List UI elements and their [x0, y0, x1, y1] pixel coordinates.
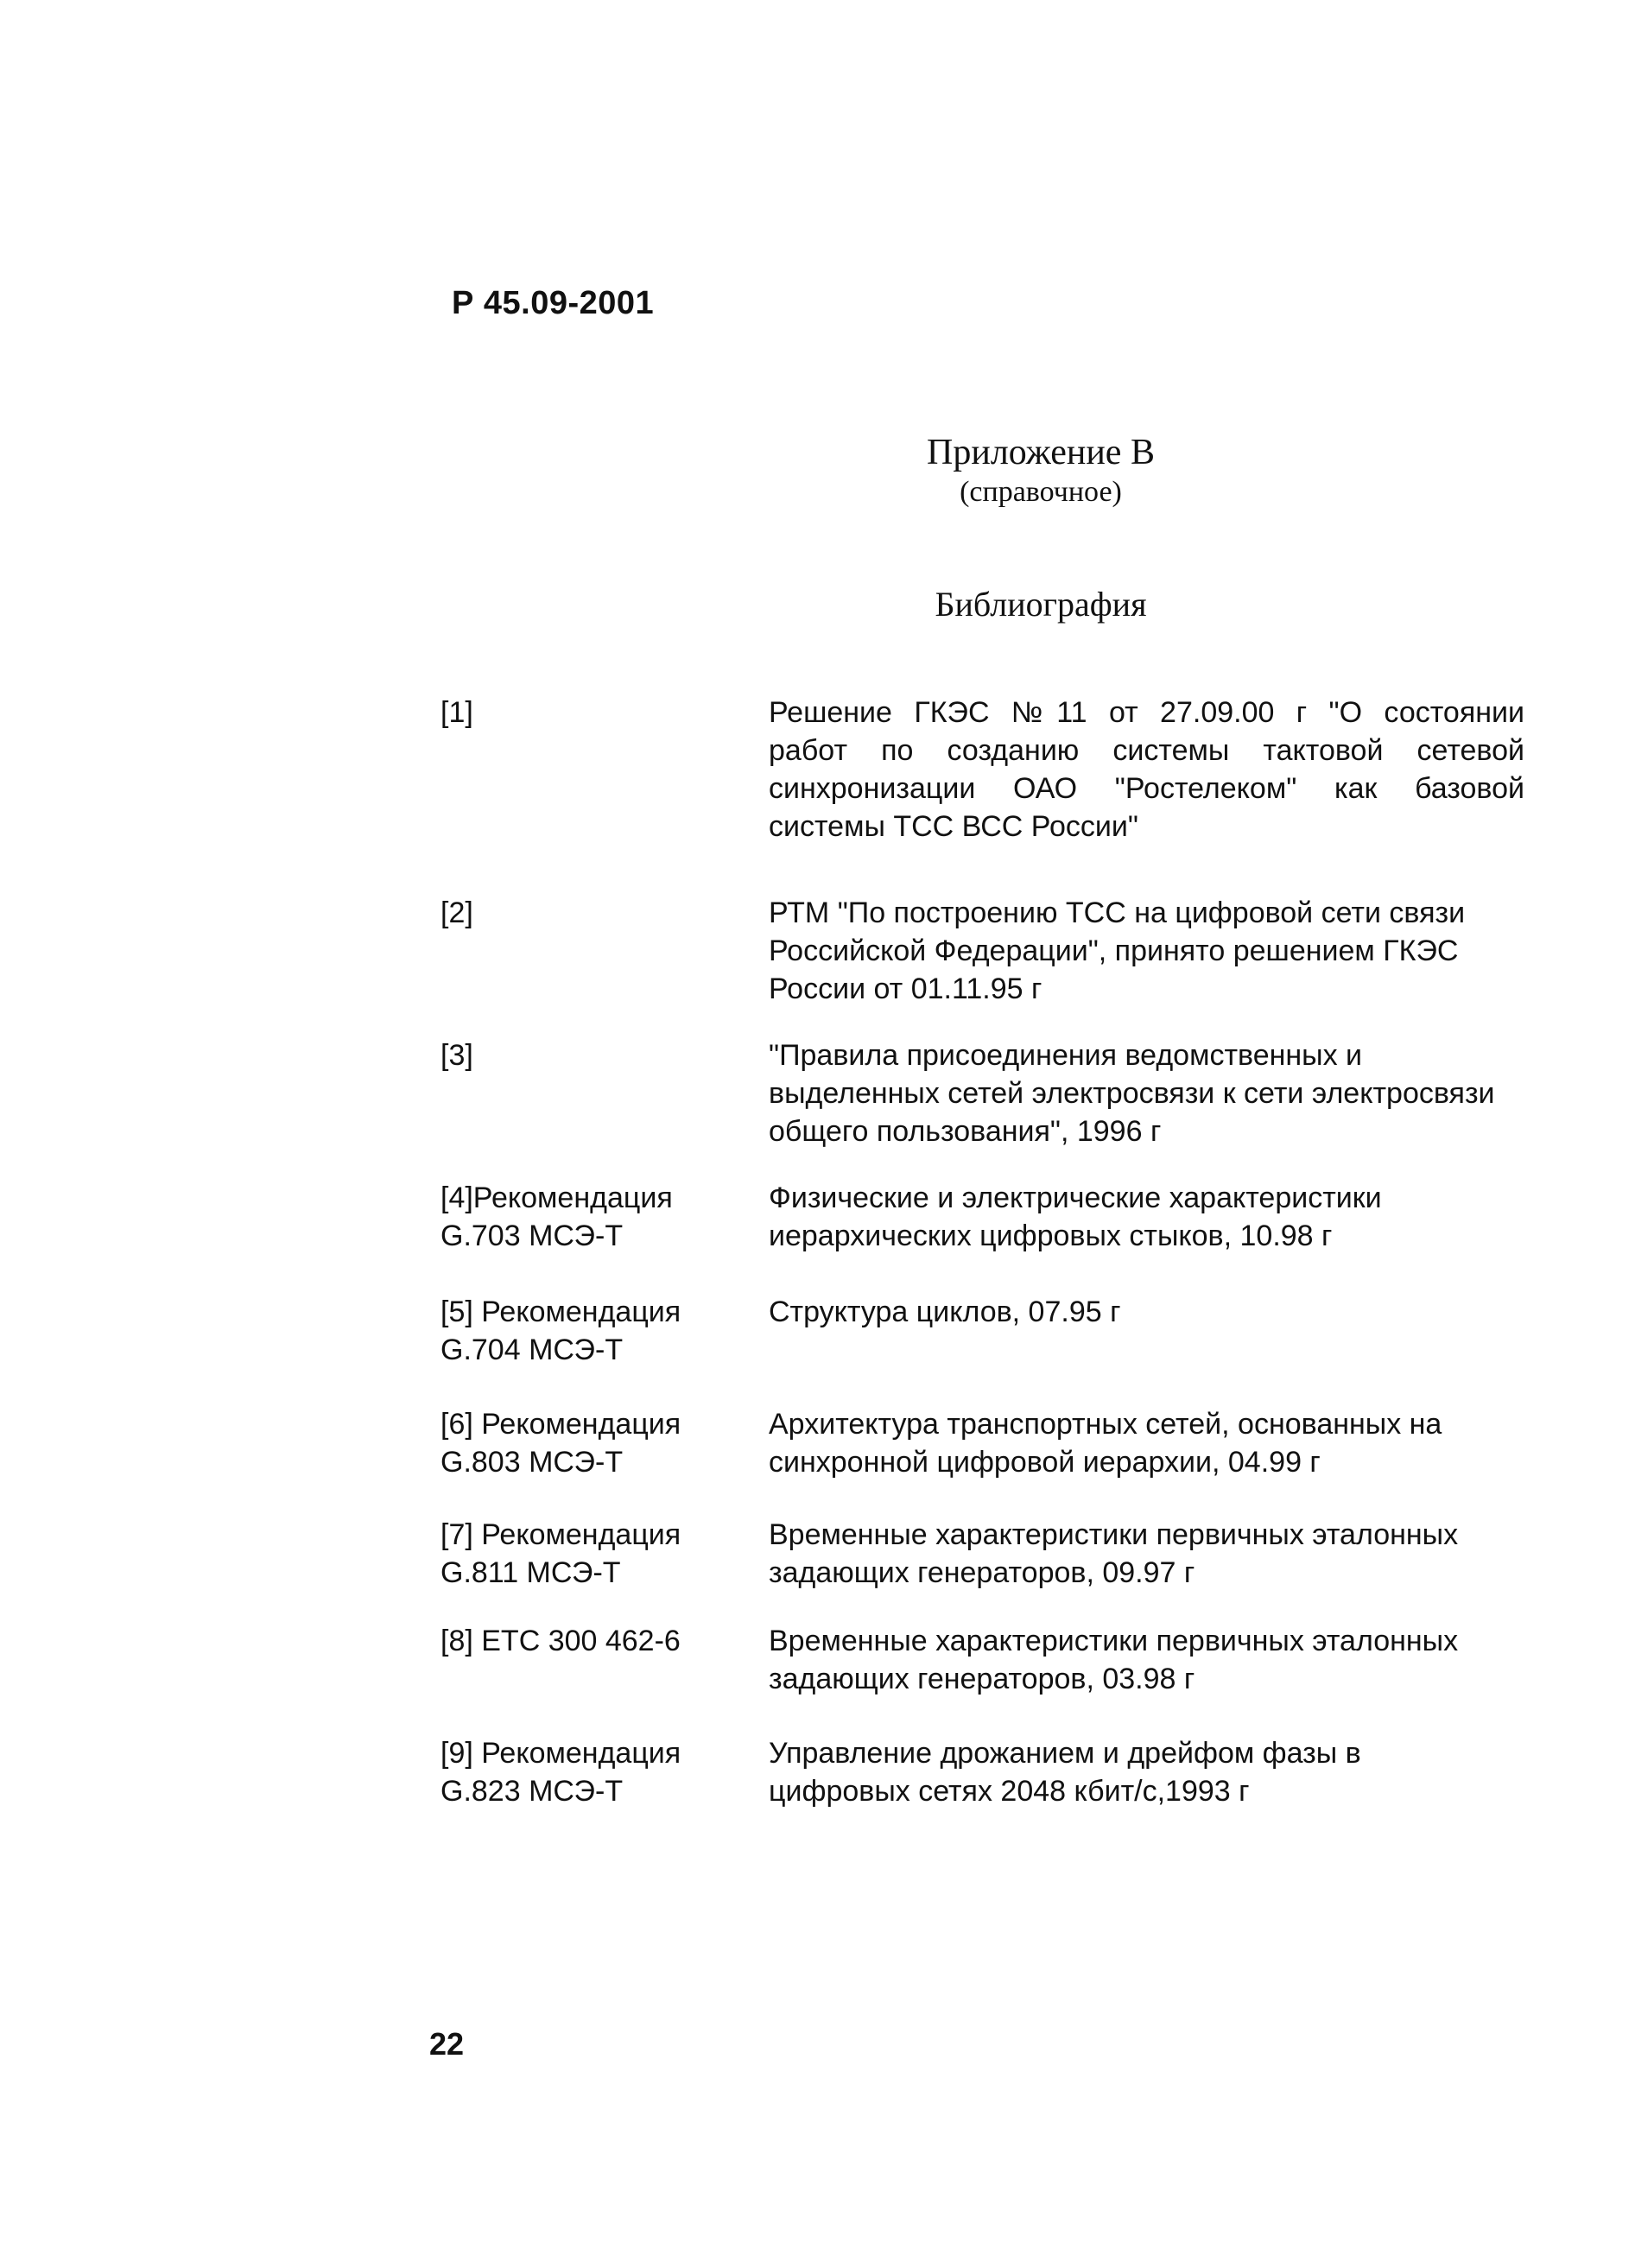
- entry-description-line: РТМ "По построению ТСС на цифровой сети связи: [769, 896, 1466, 929]
- entry-description: [769, 1036, 1524, 1150]
- entry-reference: [440, 1734, 751, 1810]
- entry-description: [769, 1734, 1524, 1810]
- entry-description-line: общего пользования", 1996 г: [769, 1115, 1162, 1148]
- entry-reference-line: [3]: [440, 1039, 473, 1072]
- entry-description-line: Архитектура транспортных сетей, основанных на: [769, 1408, 1442, 1441]
- entry-reference: [440, 1293, 751, 1369]
- entry-reference: [440, 1036, 751, 1074]
- entry-description: [769, 894, 1524, 1008]
- entry-reference: [440, 1179, 751, 1255]
- entry-description-line: Российской Федерации", принято решением ГКЭС: [769, 934, 1459, 967]
- entry-reference-line: G.823 МСЭ-Т: [440, 1775, 624, 1808]
- page-number: 22: [429, 2026, 465, 2062]
- entry-description-line: России от 01.11.95 г: [769, 972, 1042, 1005]
- entry-description: [769, 1293, 1524, 1331]
- entry-description-line: Решение ГКЭС №11 от 27.09.00 г "О состоянии: [769, 696, 1524, 729]
- entry-reference-line: [6] Рекомендация: [440, 1408, 681, 1441]
- bibliography-title: Библиография: [935, 585, 1147, 624]
- entry-description-line: Временные характеристики первичных эталонных: [769, 1518, 1459, 1551]
- entry-reference-line: G.811 МСЭ-Т: [440, 1556, 621, 1589]
- entry-reference: [440, 1622, 751, 1660]
- entry-reference-line: [7] Рекомендация: [440, 1518, 681, 1551]
- entry-reference-line: [5] Рекомендация: [440, 1296, 681, 1328]
- entry-description: [769, 1405, 1524, 1481]
- entry-reference-line: [1]: [440, 696, 473, 729]
- appendix-title: Приложение В: [927, 433, 1155, 472]
- entry-description-line: задающих генераторов, 03.98 г: [769, 1663, 1195, 1695]
- entry-reference-line: [8] ЕТС 300 462-6: [440, 1625, 681, 1657]
- entry-description: [769, 1622, 1524, 1698]
- entry-description-line: выделенных сетей электросвязи к сети электросвязи: [769, 1077, 1495, 1110]
- entry-description-line: Временные характеристики первичных эталонных: [769, 1625, 1459, 1657]
- document-code: Р 45.09-2001: [452, 285, 655, 321]
- entry-description-line: Структура циклов, 07.95 г: [769, 1296, 1121, 1328]
- entry-reference: [440, 894, 751, 932]
- entry-reference: [440, 1516, 751, 1592]
- entry-description-line: синхронизации ОАО "Ростелеком" как базовой: [769, 772, 1524, 805]
- entry-reference-line: [2]: [440, 896, 473, 929]
- entry-reference-line: G.803 МСЭ-Т: [440, 1446, 624, 1479]
- entry-reference-line: [4]Рекомендация: [440, 1182, 673, 1214]
- entry-description-line: работ по созданию системы тактовой сетевой: [769, 734, 1524, 767]
- entry-description-line: Физические и электрические характеристики: [769, 1182, 1382, 1214]
- entry-description-line: "Правила присоединения ведомственных и: [769, 1039, 1363, 1072]
- entry-description-line: системы ТСС ВСС России": [769, 810, 1138, 843]
- entry-reference-line: G.703 МСЭ-Т: [440, 1220, 624, 1252]
- entry-description-line: цифровых сетях 2048 кбит/с,1993 г: [769, 1775, 1250, 1808]
- entry-description-line: иерархических цифровых стыков, 10.98 г: [769, 1220, 1333, 1252]
- entry-description: [769, 694, 1524, 846]
- entry-description-line: задающих генераторов, 09.97 г: [769, 1556, 1195, 1589]
- appendix-subtitle: (справочное): [960, 476, 1122, 508]
- entry-description-line: синхронной цифровой иерархии, 04.99 г: [769, 1446, 1321, 1479]
- entry-reference-line: [9] Рекомендация: [440, 1737, 681, 1770]
- entry-description-line: Управление дрожанием и дрейфом фазы в: [769, 1737, 1361, 1770]
- entry-reference: [440, 1405, 751, 1481]
- entry-reference-line: G.704 МСЭ-Т: [440, 1334, 624, 1366]
- entry-description: [769, 1179, 1524, 1255]
- entry-reference: [440, 694, 751, 732]
- entry-description: [769, 1516, 1524, 1592]
